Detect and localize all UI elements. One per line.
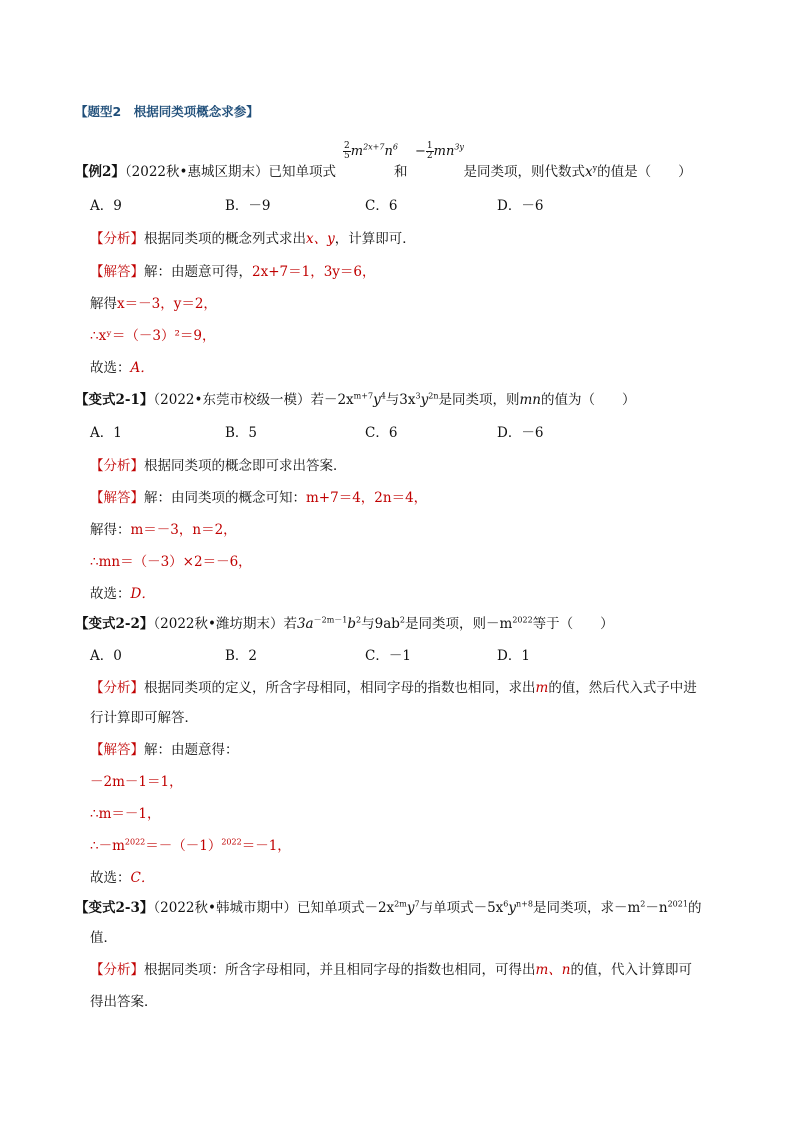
variant22-analysis-line1: 【分析】根据同类项的定义，所含字母相同，相同字母的指数也相同，求出m的值，然后代入式子中进 xyxy=(90,680,697,696)
variant21-question: 【变式2-1】（2022•东莞市校级一模）若$-2x^{m+7}y^4$与$3x^3y^{2n}$是同类项，则mn的值为（ ） xyxy=(75,391,636,408)
example2-option-d: D．－6 xyxy=(497,198,544,214)
variant21-choice: 故选：D． xyxy=(90,586,155,602)
variant22-step1: ∴m＝－1， xyxy=(90,806,161,822)
variant22-question: 【变式2-2】（2022秋•潍坊期末）若$3a^{-2m-1}b^2$与$9ab^2$是同类项，则$-m^{2022}$等于（ ） xyxy=(75,615,614,632)
variant22-choice: 故选：C． xyxy=(90,870,155,886)
variant21-option-c: C．6 xyxy=(365,425,398,441)
variant23-analysis-line2: 得出答案． xyxy=(90,994,158,1010)
variant22-option-a: A．0 xyxy=(90,648,122,664)
fraction-2-5: $\frac{2}{5}$ xyxy=(344,141,350,161)
variant22-answer: 【解答】解：由题意得： xyxy=(90,742,239,758)
variant23-question-line2: 值． xyxy=(90,930,117,946)
variant22-option-d: D．1 xyxy=(497,648,530,664)
variant21-answer: 【解答】解：由同类项的概念可知：m+7＝4，2n＝4， xyxy=(90,490,428,506)
variant21-step1: 解得：m＝－3，n＝2， xyxy=(90,522,237,538)
variant21-option-b: B．5 xyxy=(225,425,258,441)
variant23-question-line1: 【变式2-3】（2022秋•韩城市期中）已知单项式$-2x^{2m}y^7$与单项式$-5x^6y^{n+8}$是同类项，求$-m^2-n^{2021}$的 xyxy=(75,899,702,916)
example2-step2: ∴xʸ＝（－3）²＝9， xyxy=(90,328,216,344)
variant21-analysis: 【分析】根据同类项的概念即可求出答案． xyxy=(90,458,347,474)
variant21-option-d: D．－6 xyxy=(497,425,544,441)
variant22-option-c: C．－1 xyxy=(365,648,411,664)
variant21-step2: ∴mn＝（－3）×2＝－6， xyxy=(90,554,252,570)
example2-option-a: A．9 xyxy=(90,198,122,214)
example2-answer: 【解答】解：由题意可得，2x+7＝1，3y＝6， xyxy=(90,264,376,280)
variant22-option-b: B．2 xyxy=(225,648,258,664)
example2-analysis: 【分析】根据同类项的概念列式求出x、y，计算即可． xyxy=(90,231,416,247)
example2-option-b: B．－9 xyxy=(225,198,271,214)
monomial-2: − $\frac{1}{2}$ $mn^{3y}$ xyxy=(415,141,464,161)
variant22-step2: $\therefore-m^{2022}=-(-1)^{2022}=-1$， xyxy=(90,837,291,854)
variant22-step0: －2m－1＝1， xyxy=(90,774,183,790)
example2-choice: 故选：A． xyxy=(90,360,154,376)
section-title: 【题型2 根据同类项概念求参】 xyxy=(75,104,259,119)
monomial-1: $\frac{2}{5}$ $m^{2x+7}n^6$ xyxy=(344,141,398,161)
variant23-analysis-line1: 【分析】根据同类项：所含字母相同，并且相同字母的指数也相同，可得出m、n的值，代入计算即可 xyxy=(90,962,692,978)
example2-option-c: C．6 xyxy=(365,198,398,214)
example2-step1: 解得x＝－3，y＝2， xyxy=(90,296,217,312)
example2-question: 【例2】（2022秋•惠城区期末）已知单项式 和 是同类项，则代数式$x^y$的值是（ ） xyxy=(75,163,692,180)
fraction-1-2: $\frac{1}{2}$ xyxy=(426,141,433,161)
variant22-analysis-line2: 行计算即可解答． xyxy=(90,710,198,726)
variant21-option-a: A．1 xyxy=(90,425,122,441)
